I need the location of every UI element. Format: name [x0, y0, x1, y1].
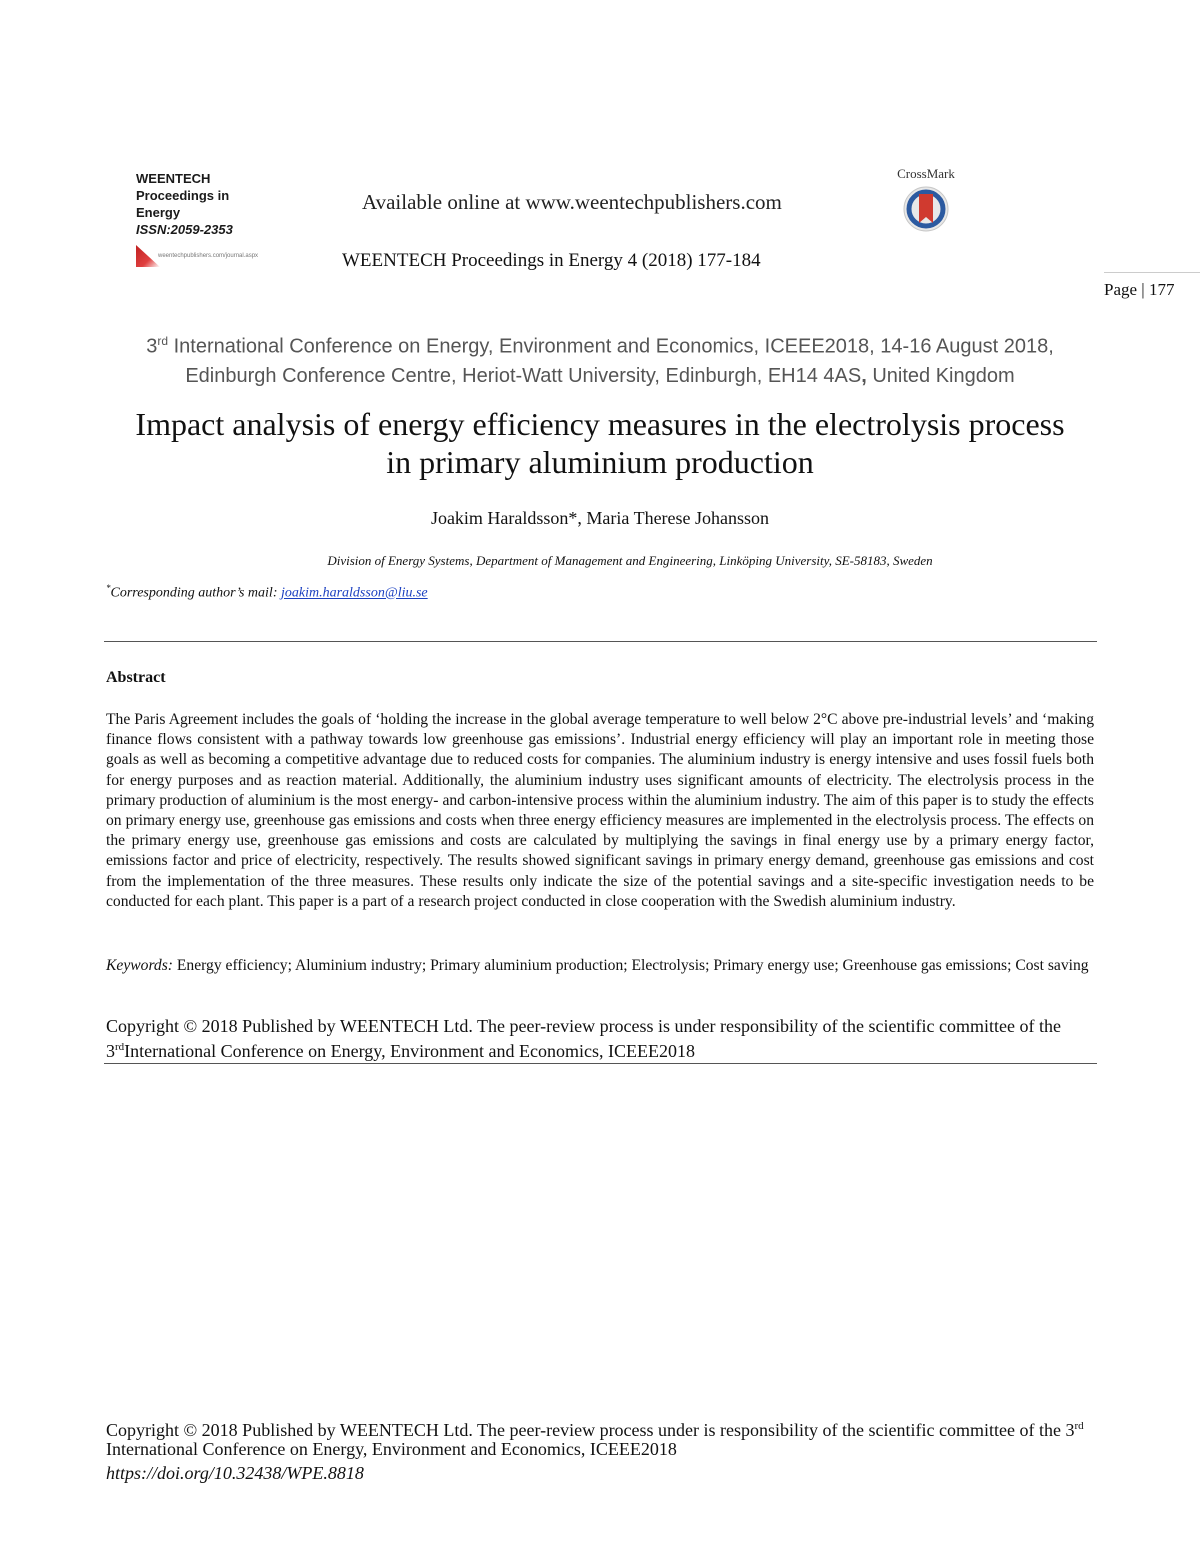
paper-title-line-1: Impact analysis of energy efficiency measures in the electrolysis process	[135, 406, 1065, 442]
logo-line-3: Energy	[136, 205, 181, 220]
conference-line-2: Edinburgh Conference Centre, Heriot-Watt University, Edinburgh, EH14 4AS	[185, 364, 862, 387]
copyright-sup: rd	[115, 1041, 125, 1053]
conference-line-1: International Conference on Energy, Environment and Economics, ICEEE2018, 14-16 August 2018,	[168, 335, 1054, 358]
page-number: Page | 177	[1104, 280, 1175, 299]
crossmark-label: CrossMark	[897, 166, 955, 181]
abstract-text: The Paris Agreement includes the goals of ‘holding the increase in the global average temperature to well below 2°C above pre-industrial levels’ and ‘making finance flows consistent with a pathway towards low greenhouse gas emissions’. Industrial energy efficiency will play an important role in meeting those goals as well as becoming a competitive advantage due to reduced costs for companies. The aluminium industry is energy intensive and uses fossil fuels both for energy purposes and as reaction material. Additionally, the aluminium industry uses significant amounts of electricity. The electrolysis process in the primary production of aluminium is the most energy- and carbon-intensive process within the aluminium industry. The aim of this paper is to study the effects on primary energy use, greenhouse gas emissions and costs when three energy efficiency measures are implemented in the electrolysis process. The effects on the primary energy use, greenhouse gas emissions and costs are calculated by multiplying the savings in final energy use by a primary energy factor, emissions factor and price of electricity, respectively. The results showed significant savings in primary energy demand, greenhouse gas emissions and cost from the implementation of the three measures. These results only indicate the size of the potential savings and a site-specific investigation needs to be conducted for each plant. This paper is a part of a research project conducted in close cooperation with the Swedish aluminium industry.	[106, 711, 1094, 910]
crossmark-icon	[902, 185, 950, 233]
logo-issn: ISSN:2059-2353	[136, 222, 233, 237]
paper-authors: Joakim Haraldsson*, Maria Therese Johansson	[430, 508, 770, 528]
conference-info	[60, 327, 1140, 391]
corresponding-mark: *	[106, 583, 111, 593]
available-online-text: Available online at www.weentechpublishers.com	[362, 190, 782, 214]
footer-text-2: International Conference on Energy, Environment and Economics, ICEEE2018	[106, 1439, 677, 1459]
divider-top	[104, 641, 1097, 642]
paper-title-line-2: in primary aluminium production	[386, 444, 814, 480]
corresponding-label: Corresponding author’s mail:	[110, 585, 281, 601]
paper-affiliation: Division of Energy Systems, Department of Management and Engineering, Linköping University, SE-58183, Sweden	[327, 553, 933, 568]
logo-line-2: Proceedings in	[136, 188, 230, 203]
corresponding-email-link[interactable]: joakim.haraldsson@liu.se	[280, 585, 428, 601]
footer-sup: rd	[1074, 1420, 1084, 1432]
divider-bottom	[104, 1063, 1097, 1064]
crossmark-badge[interactable]	[886, 166, 966, 236]
keywords	[106, 956, 1094, 976]
footer-text-1: Copyright © 2018 Published by WEENTECH Ltd. The peer-review process under is responsibility of the scientific committee of the 3	[106, 1420, 1075, 1440]
conference-line-2-country: United Kingdom	[866, 364, 1015, 387]
keywords-label: Keywords:	[106, 957, 173, 974]
doi-link[interactable]: https://doi.org/10.32438/WPE.8818	[106, 1463, 364, 1483]
journal-logo	[136, 170, 286, 270]
corresponding-author	[106, 583, 428, 602]
footer-copyright	[106, 1417, 1098, 1459]
paper-title	[60, 405, 1140, 481]
conference-line-2-comma: ,	[861, 364, 867, 387]
page-number-rule	[1104, 272, 1200, 273]
copyright-notice	[106, 1016, 1098, 1062]
keywords-list: Energy efficiency; Aluminium industry; Primary aluminium production; Electrolysis; Primary energy use; Greenhouse gas emissions; Cost saving	[173, 957, 1089, 974]
copyright-text-1: Copyright © 2018 Published by WEENTECH Ltd. The peer-review process is under responsibility of the scientific committee of the 3	[106, 1016, 1061, 1061]
logo-swoosh-icon	[136, 245, 160, 267]
logo-url: weentechpublishers.com/journal.aspx	[158, 253, 259, 259]
conference-ordinal: 3	[146, 335, 158, 358]
conference-ordinal-suffix: rd	[157, 334, 169, 348]
journal-citation: WEENTECH Proceedings in Energy 4 (2018) 177-184	[342, 250, 761, 271]
logo-line-1: WEENTECH	[136, 171, 211, 186]
copyright-text-2: International Conference on Energy, Environment and Economics, ICEEE2018	[124, 1041, 696, 1061]
abstract-heading: Abstract	[106, 669, 166, 686]
